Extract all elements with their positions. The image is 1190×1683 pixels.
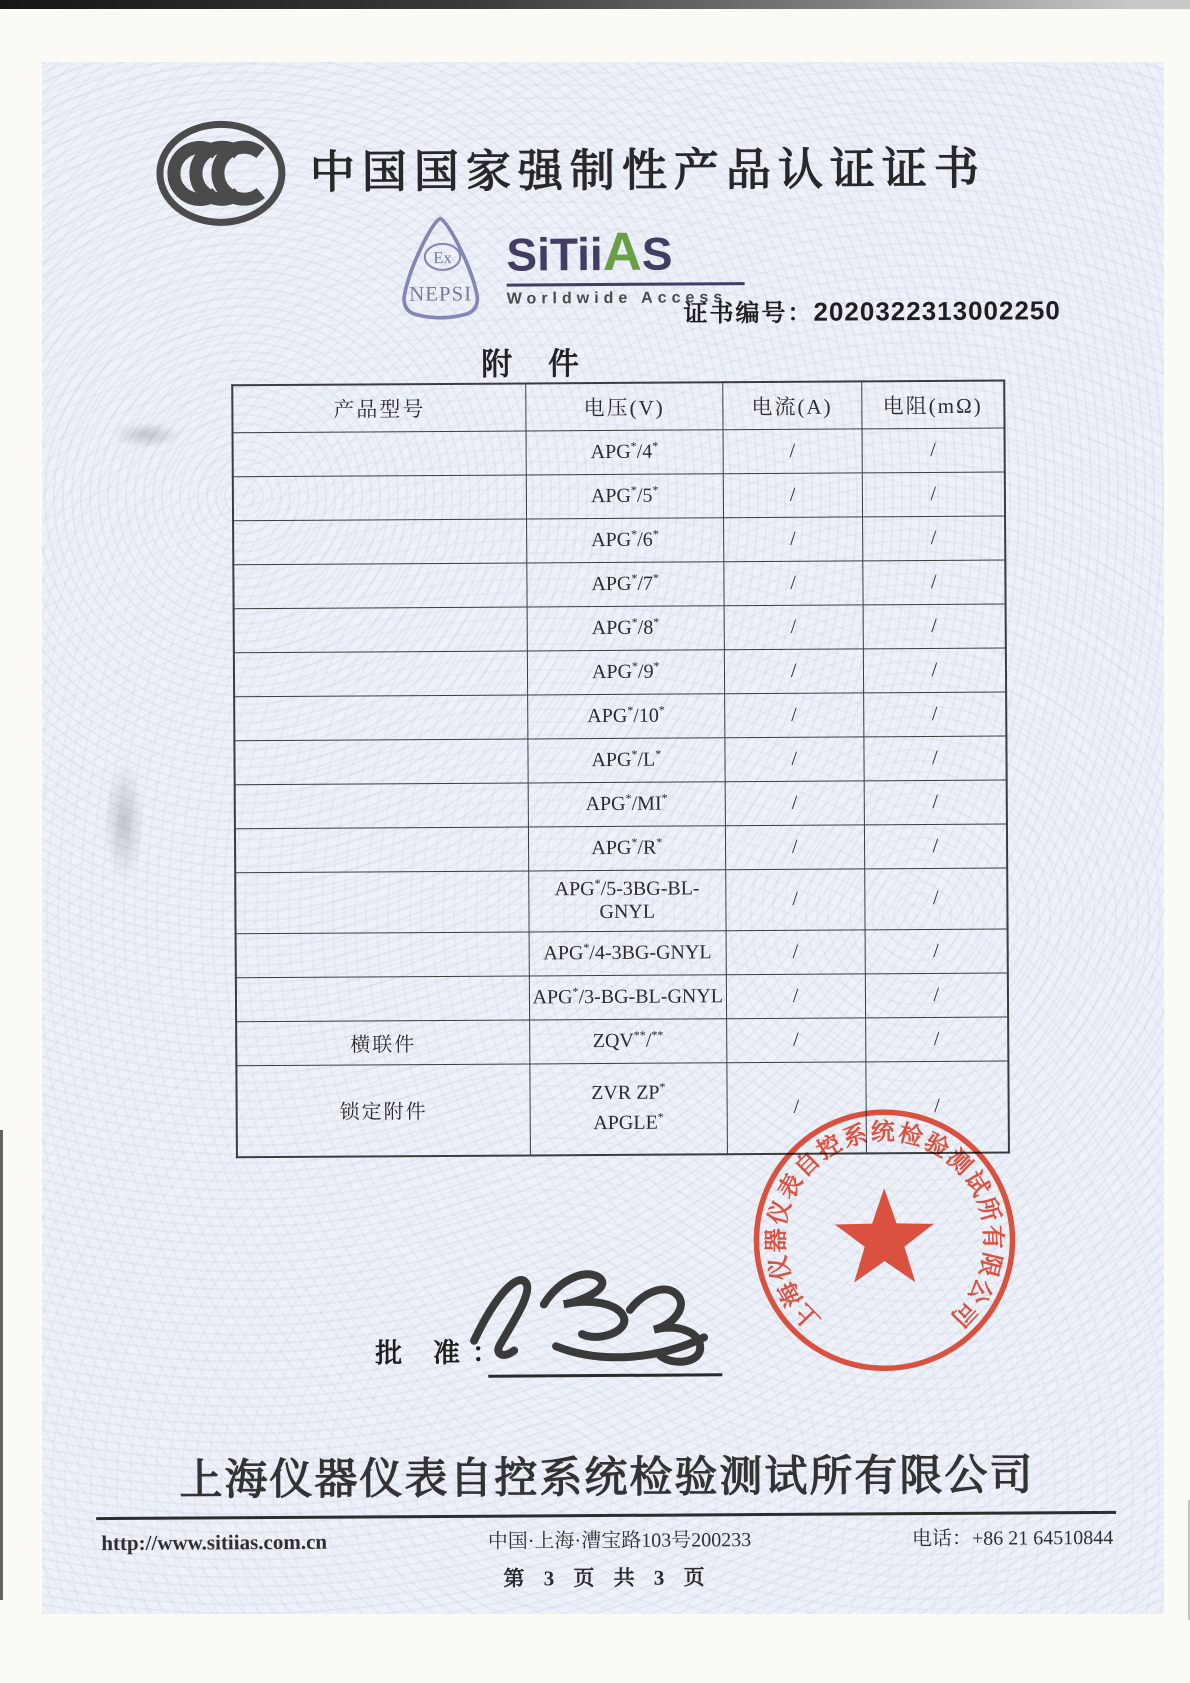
cell-resistance: /: [864, 736, 1007, 781]
table-row: [236, 1017, 1008, 1066]
cell-current: /: [725, 824, 864, 869]
sitiias-wordmark: SiTiiAS: [506, 221, 673, 282]
cell-resistance: /: [863, 692, 1006, 737]
certificate-number-label: 证书编号：: [683, 300, 814, 328]
cell-model: APG*/5*: [526, 473, 723, 518]
cell-category: [236, 931, 530, 977]
cell-category: [234, 694, 528, 740]
cell-resistance: /: [863, 648, 1006, 693]
table-row: [233, 472, 1005, 521]
table-row: [233, 560, 1005, 609]
page-number: 第 3 页 共 3 页: [503, 1565, 712, 1591]
cell-category: [233, 562, 527, 608]
table-row: [234, 648, 1006, 697]
cell-category: [235, 782, 529, 828]
sitiias-underline: [507, 282, 745, 286]
approval-signature: [460, 1251, 726, 1383]
cell-current: /: [725, 868, 864, 930]
cell-current: /: [725, 780, 864, 825]
ccc-logo-icon: [153, 116, 290, 231]
cell-model: APG*/3-BG-BL-GNYL: [529, 974, 726, 1019]
cell-model: APG*/6*: [526, 517, 723, 562]
col-header-current: 电流(A): [722, 381, 861, 429]
cell-current: /: [723, 472, 862, 517]
cell-current: /: [723, 428, 862, 473]
certificate-number-value: 2020322313002250: [813, 295, 1061, 327]
cell-current: /: [724, 692, 863, 737]
table-row: [236, 929, 1008, 978]
cell-model: ZQV**/**: [529, 1018, 726, 1063]
certificate-content: [37, 59, 1168, 1618]
cell-current: /: [727, 1061, 867, 1154]
cell-model: APG*/10*: [527, 693, 724, 738]
certificate-number-line: [683, 291, 1061, 328]
table-row: [235, 824, 1007, 873]
cell-model: APG*/9*: [527, 649, 724, 694]
table-row: [235, 868, 1007, 934]
cell-category: [233, 430, 527, 476]
sitiias-tagline: Worldwide Access: [506, 289, 728, 308]
footer-contact-row: [101, 1521, 1113, 1556]
footer-address: 中国·上海·漕宝路103号200233: [487, 1529, 752, 1553]
cell-current: /: [726, 1017, 865, 1062]
cell-resistance: /: [862, 428, 1005, 473]
cell-model: APG*/L*: [528, 737, 725, 782]
cell-resistance: /: [865, 1017, 1008, 1062]
col-header-product-model: 产品型号: [232, 383, 526, 432]
cell-resistance: /: [862, 472, 1005, 517]
cell-resistance: /: [866, 1061, 1009, 1154]
footer-website: http://www.sitiias.com.cn: [101, 1529, 328, 1556]
product-table-body: [233, 428, 1009, 1158]
col-header-voltage: 电压(V): [526, 382, 723, 430]
col-header-resistance: 电阻(mΩ): [861, 381, 1004, 429]
cell-model: APG*/8*: [527, 605, 724, 650]
nepsi-ex-logo-icon: [388, 213, 493, 332]
certificate-paper: [42, 62, 1164, 1614]
nepsi-ex-text: Ex: [433, 248, 452, 268]
scanner-edge-band: [0, 0, 1190, 9]
cell-current: /: [724, 560, 863, 605]
cell-resistance: /: [865, 929, 1008, 974]
cell-current: /: [723, 516, 862, 561]
table-header-row: [232, 381, 1004, 433]
cell-resistance: /: [864, 868, 1007, 930]
cell-category: 锁定附件: [236, 1063, 530, 1157]
stamp-star-icon: [835, 1188, 935, 1283]
cell-category: [233, 518, 527, 564]
cell-model: APG*/4*: [526, 429, 723, 474]
cell-resistance: /: [865, 973, 1008, 1018]
product-table: [231, 380, 1010, 1159]
footer-divider: [96, 1511, 1116, 1520]
table-row: [235, 780, 1007, 829]
cell-category: [235, 870, 529, 933]
cell-current: /: [726, 929, 865, 974]
cell-category: 横联件: [236, 1019, 530, 1065]
cell-category: [234, 606, 528, 652]
table-row: [234, 736, 1006, 785]
table-row: [234, 692, 1006, 741]
cell-category: [234, 738, 528, 784]
stamp-text: 上海仪器仪表自控系统检验测试所有限公司: [763, 1119, 1006, 1334]
cell-model: APG*/5-3BG-BL-GNYL: [529, 869, 726, 931]
cell-category: [236, 975, 530, 1021]
cell-current: /: [726, 973, 865, 1018]
table-row: [233, 516, 1005, 565]
cell-current: /: [724, 648, 863, 693]
cell-model: APG*/7*: [527, 561, 724, 606]
attachment-title: 附 件: [481, 346, 594, 382]
issuer-company-name: 上海仪器仪表自控系统检验测试所有限公司: [179, 1451, 1035, 1505]
cell-model: APG*/R*: [528, 825, 725, 870]
footer-phone: 电话：+86 21 64510844: [911, 1526, 1114, 1551]
cell-resistance: /: [863, 604, 1006, 649]
cell-category: [233, 474, 527, 520]
cell-current: /: [725, 736, 864, 781]
cell-model: ZVR ZP* APGLE*: [530, 1062, 727, 1155]
table-row: [233, 428, 1005, 477]
cell-category: [234, 650, 528, 696]
sitiias-green-a: A: [602, 221, 642, 282]
cell-model: APG*/MI*: [528, 781, 725, 826]
table-row: [236, 973, 1008, 1022]
nepsi-name-text: NEPSI: [409, 282, 473, 306]
cell-resistance: /: [864, 824, 1007, 869]
table-row: [234, 604, 1006, 653]
cell-current: /: [724, 604, 863, 649]
cell-resistance: /: [864, 780, 1007, 825]
scanner-left-edge: [0, 1130, 3, 1600]
cell-category: [235, 826, 529, 872]
cell-model: APG*/4-3BG-GNYL: [529, 930, 726, 975]
certificate-title: 中国国家强制性产品认证证书: [309, 142, 987, 198]
approval-label: 批 准：: [375, 1337, 511, 1369]
cell-resistance: /: [862, 560, 1005, 605]
cell-resistance: /: [862, 516, 1005, 561]
company-seal-stamp: [744, 1099, 1026, 1381]
